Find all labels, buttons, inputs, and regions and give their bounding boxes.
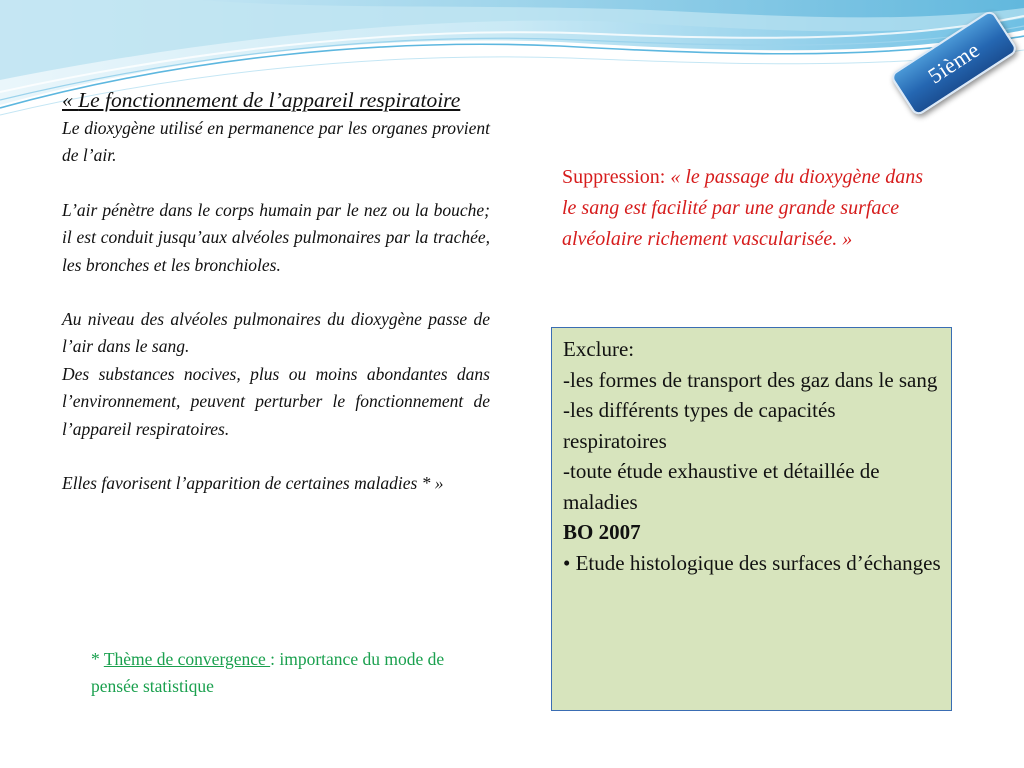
convergence-note (91, 646, 471, 701)
bo-bullet: • Etude histologique des surfaces d’échanges (563, 550, 941, 575)
section-title (62, 86, 490, 115)
title-open-quote: « (62, 88, 79, 112)
suppression-label: Suppression: (562, 166, 671, 188)
paragraph-4: Des substances nocives, plus ou moins abondantes dans l’environnement, peuvent perturber le fonctionnement de l’appareil respiratoires. (62, 363, 490, 439)
main-text-block (62, 86, 490, 497)
paragraph-3: Au niveau des alvéoles pulmonaires du dioxygène passe de l’air dans le sang. (62, 309, 490, 357)
exclusion-item-2: -les différents types de capacités respiratoires (563, 398, 836, 453)
title-text: Le fonctionnement de l’appareil respiratoire (78, 88, 461, 112)
exclusions-heading: Exclure: (563, 337, 635, 361)
paragraph-2: L’air pénètre dans le corps humain par le nez ou la bouche; il est conduit jusqu’aux alvéoles pulmonaires par la trachée, les bronches et les bronchioles. (62, 199, 490, 275)
paragraph-5: Elles favorisent l’apparition de certaines maladies * » (62, 473, 444, 494)
convergence-link[interactable]: Thème de convergence (103, 649, 271, 669)
suppression-text: « le passage du dioxygène dans le sang est facilité par une grande surface alvéolaire richement vascularisée. » (562, 166, 924, 250)
exclusion-item-3: -toute étude exhaustive et détaillée de maladies (563, 459, 880, 514)
bo-label: BO 2007 (563, 520, 641, 544)
exclusion-item-1: -les formes de transport des gaz dans le sang (563, 367, 938, 392)
note-text: : importance du mode de pensée statistique (91, 649, 445, 697)
suppression-note (562, 162, 942, 255)
exclusions-box (551, 327, 952, 711)
grade-badge-label: 5ième (923, 36, 985, 89)
note-prefix: * (91, 649, 104, 669)
paragraph-1: Le dioxygène utilisé en permanence par les organes provient de l’air. (62, 118, 490, 166)
